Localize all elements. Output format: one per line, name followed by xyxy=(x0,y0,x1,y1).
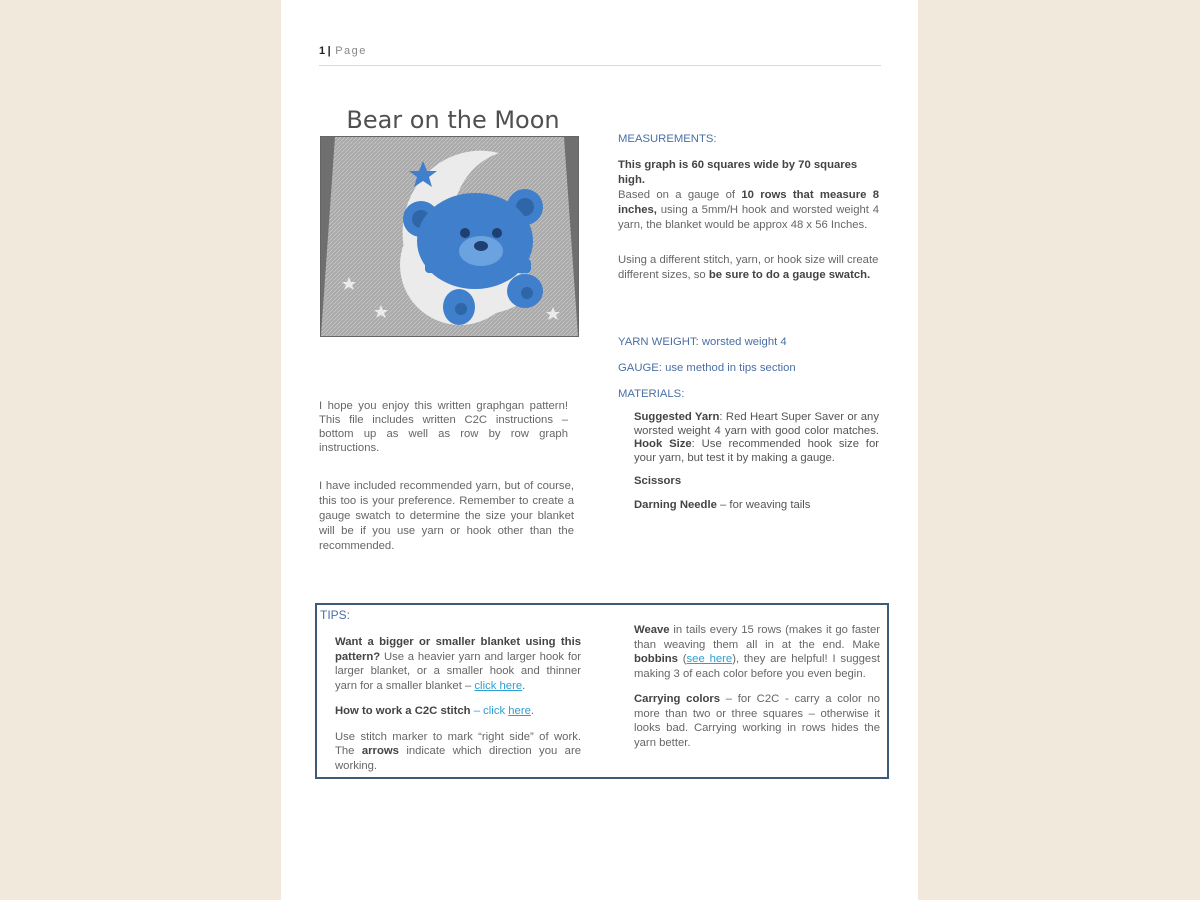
tip-c2c-stitch: How to work a C2C stitch – click here. xyxy=(335,705,535,717)
tip-weave-tails: Weave in tails every 15 rows (makes it go faster than weaving them all in at the end. Make bobbins (see here), they are helpful! I suggest making 3 of each color before you even begin. xyxy=(634,624,880,680)
materials-list xyxy=(634,411,879,522)
intro-paragraph: I hope you enjoy this written graphgan pattern! This file includes written C2C instructions – bottom up as well as row by row graph instructions. xyxy=(319,400,568,454)
different-size-text: Using a different stitch, yarn, or hook size will create different sizes, so be sure to do a gauge swatch. xyxy=(618,254,879,281)
materials-item-needle: Darning Needle – for weaving tails xyxy=(634,498,811,511)
tips-left-column xyxy=(335,635,581,784)
tips-heading: TIPS: xyxy=(320,608,351,622)
tip-blanket-size: Want a bigger or smaller blanket using this pattern? Use a heavier yarn and larger hook for larger blanket, or a smaller hook and thinner yarn for a smaller blanket – click here. xyxy=(335,636,581,692)
materials-item-scissors: Scissors xyxy=(634,475,682,487)
yarn-note-paragraph: I have included recommended yarn, but of course, this too is your preference. Remember to create a gauge swatch to determine the size your blanket will be if you use yarn or hook other than the recommended. xyxy=(319,480,574,552)
gauge-method-text: GAUGE: use method in tips section xyxy=(618,362,796,374)
tips-right-column xyxy=(634,623,880,761)
c2c-stitch-link[interactable]: here xyxy=(508,705,531,717)
materials-item-yarn: Suggested Yarn: Red Heart Super Saver or any worsted weight 4 yarn with good color matches. Hook Size: Use recommended hook size for your yarn, but test it by making a gauge. xyxy=(634,411,879,464)
header-divider: | xyxy=(327,45,333,57)
document-page xyxy=(281,0,918,900)
page-header xyxy=(319,45,881,66)
tip-stitch-marker: Use stitch marker to mark “right side” of work. The arrows indicate which direction you are working. xyxy=(335,730,581,772)
yarn-weight-text: YARN WEIGHT: worsted weight 4 xyxy=(618,336,787,348)
page-word: Page xyxy=(335,45,367,57)
tip-carrying-colors: Carrying colors – for C2C - carry a color no more than two or three squares – otherwise it looks bad. Carrying working in rows hides the yarn better. xyxy=(634,693,881,749)
gauge-text: Based on a gauge of 10 rows that measure 8 inches, using a 5mm/H hook and worsted weight 4 yarn, the blanket would be approx 48 x 56 Inches. xyxy=(618,189,879,231)
tips-box xyxy=(315,603,889,779)
graph-size-text: This graph is 60 squares wide by 70 squares high. xyxy=(618,159,858,186)
measurements-heading: MEASUREMENTS: xyxy=(618,133,717,145)
pattern-graph-image xyxy=(320,136,579,337)
materials-heading: MATERIALS: xyxy=(618,388,685,400)
pattern-title: Bear on the Moon xyxy=(346,106,560,134)
bobbins-link[interactable]: see here xyxy=(686,653,733,665)
blanket-size-link[interactable]: click here xyxy=(474,679,523,692)
page-number: 1 xyxy=(319,45,327,57)
bear-moon-graph xyxy=(321,137,578,336)
